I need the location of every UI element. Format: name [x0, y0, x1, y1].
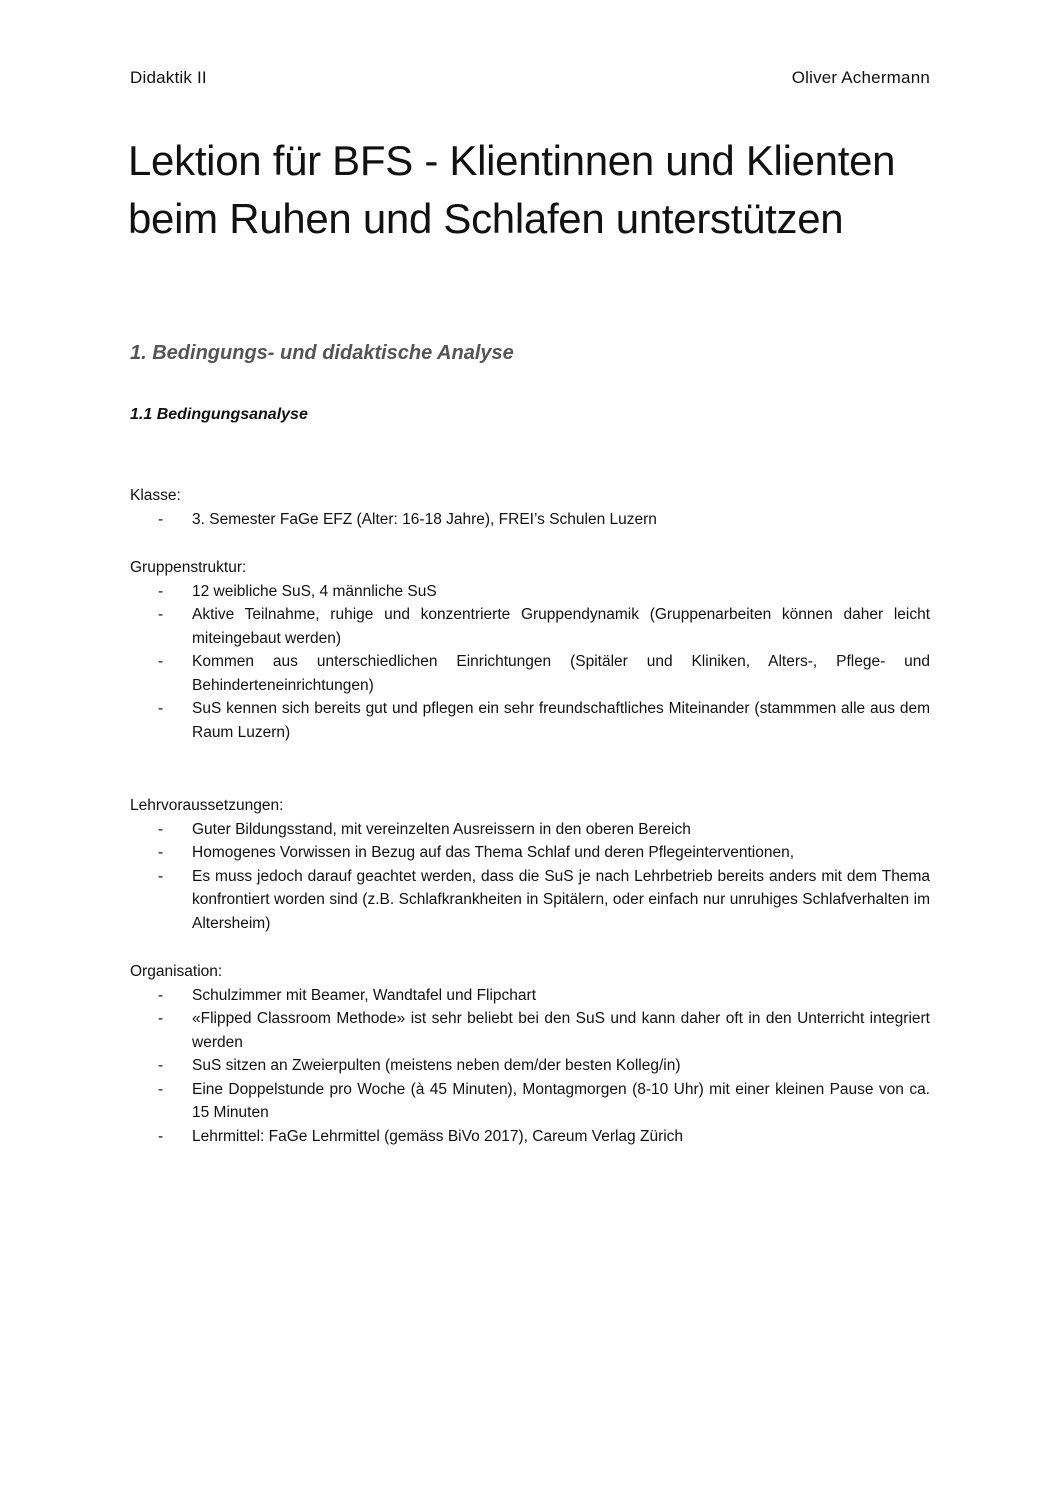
- list-item-text: Kommen aus unterschiedlichen Einrichtungen (Spitäler und Kliniken, Alters-, Pflege- und Behinderteneinrichtungen): [192, 653, 930, 694]
- list-item-text: Es muss jedoch darauf geachtet werden, dass die SuS je nach Lehrbetrieb bereits anders mit dem Thema konfrontiert worden sind (z.B. Schlafkrankheiten in Spitälern, oder einfach nur unruhiges Schlafverhalten im Altersheim): [192, 867, 930, 932]
- list-item-text: 12 weibliche SuS, 4 männliche SuS: [192, 582, 437, 600]
- dash-bullet: -: [158, 1010, 164, 1027]
- list-item: [130, 818, 930, 842]
- section-label: Klasse:: [130, 487, 181, 504]
- document-title: Lektion für BFS - Klientinnen und Klienten beim Ruhen und Schlafen unterstützen: [128, 137, 896, 242]
- list-item-text: SuS sitzen an Zweierpulten (meistens neben dem/der besten Kolleg/in): [192, 1057, 681, 1074]
- dash-bullet: -: [158, 653, 164, 670]
- section-organisation: [130, 960, 930, 1148]
- section-gruppenstruktur: [130, 556, 930, 744]
- section-label: Lehrvoraussetzungen:: [130, 797, 284, 814]
- section-label: Organisation:: [130, 963, 223, 980]
- section-klasse: [130, 484, 930, 531]
- list-item-text: Eine Doppelstunde pro Woche (à 45 Minuten), Montagmorgen (8-10 Uhr) mit einer kleinen Pause von ca. 15 Minuten: [192, 1080, 930, 1121]
- dash-bullet: -: [158, 1057, 164, 1074]
- header-author: Oliver Achermann: [791, 68, 930, 87]
- dash-bullet: -: [158, 1080, 164, 1098]
- dash-bullet: -: [158, 820, 164, 838]
- list-item-text: SuS kennen sich bereits gut und pflegen ein sehr freundschaftliches Miteinander (stammmen alle aus dem Raum Luzern): [192, 700, 930, 741]
- dash-bullet: -: [158, 700, 164, 717]
- dash-bullet: -: [158, 606, 164, 623]
- list-item: [130, 650, 930, 697]
- list-item-text: Lehrmittel: FaGe Lehrmittel (gemäss BiVo 2017), Careum Verlag Zürich: [192, 1127, 684, 1145]
- dash-bullet: -: [158, 867, 164, 885]
- dash-bullet: -: [158, 986, 164, 1004]
- list-item: [130, 841, 930, 865]
- list-item: [130, 580, 930, 604]
- section-lehrvoraussetzungen: [130, 794, 930, 935]
- list-item: [130, 697, 930, 744]
- dash-bullet: -: [158, 844, 164, 861]
- section-heading-1-1: 1.1 Bedingungsanalyse: [130, 406, 308, 423]
- section-heading-1: 1. Bedingungs- und didaktische Analyse: [130, 342, 514, 364]
- list-item-text: Homogenes Vorwissen in Bezug auf das Thema Schlaf und deren Pflegeinterventionen,: [192, 844, 795, 861]
- list-item-text: Guter Bildungsstand, mit vereinzelten Ausreissern in den oberen Bereich: [192, 820, 691, 838]
- dash-bullet: -: [158, 582, 164, 600]
- dash-bullet: -: [158, 1127, 164, 1145]
- list-item-text: Schulzimmer mit Beamer, Wandtafel und Flipchart: [192, 986, 536, 1004]
- dash-bullet: -: [158, 510, 164, 528]
- list-item: [130, 1125, 930, 1149]
- list-item: [130, 1078, 930, 1125]
- section-label: Gruppenstruktur:: [130, 559, 247, 576]
- header-course: Didaktik II: [130, 68, 207, 87]
- list-item-text: Aktive Teilnahme, ruhige und konzentrierte Gruppendynamik (Gruppenarbeiten können daher leicht miteingebaut werden): [192, 606, 930, 647]
- list-item-text: «Flipped Classroom Methode» ist sehr beliebt bei den SuS und kann daher oft in den Unterricht integriert werden: [192, 1010, 930, 1051]
- bullet-list: [130, 818, 930, 936]
- bullet-list: [130, 984, 930, 1149]
- bullet-list: [130, 580, 930, 745]
- list-item: [130, 508, 930, 532]
- list-item: [130, 1007, 930, 1054]
- list-item: [130, 603, 930, 650]
- list-item: [130, 984, 930, 1008]
- list-item-text: 3. Semester FaGe EFZ (Alter: 16-18 Jahre), FREI’s Schulen Luzern: [192, 510, 657, 528]
- list-item: [130, 865, 930, 936]
- bullet-list: [130, 508, 930, 532]
- list-item: [130, 1054, 930, 1078]
